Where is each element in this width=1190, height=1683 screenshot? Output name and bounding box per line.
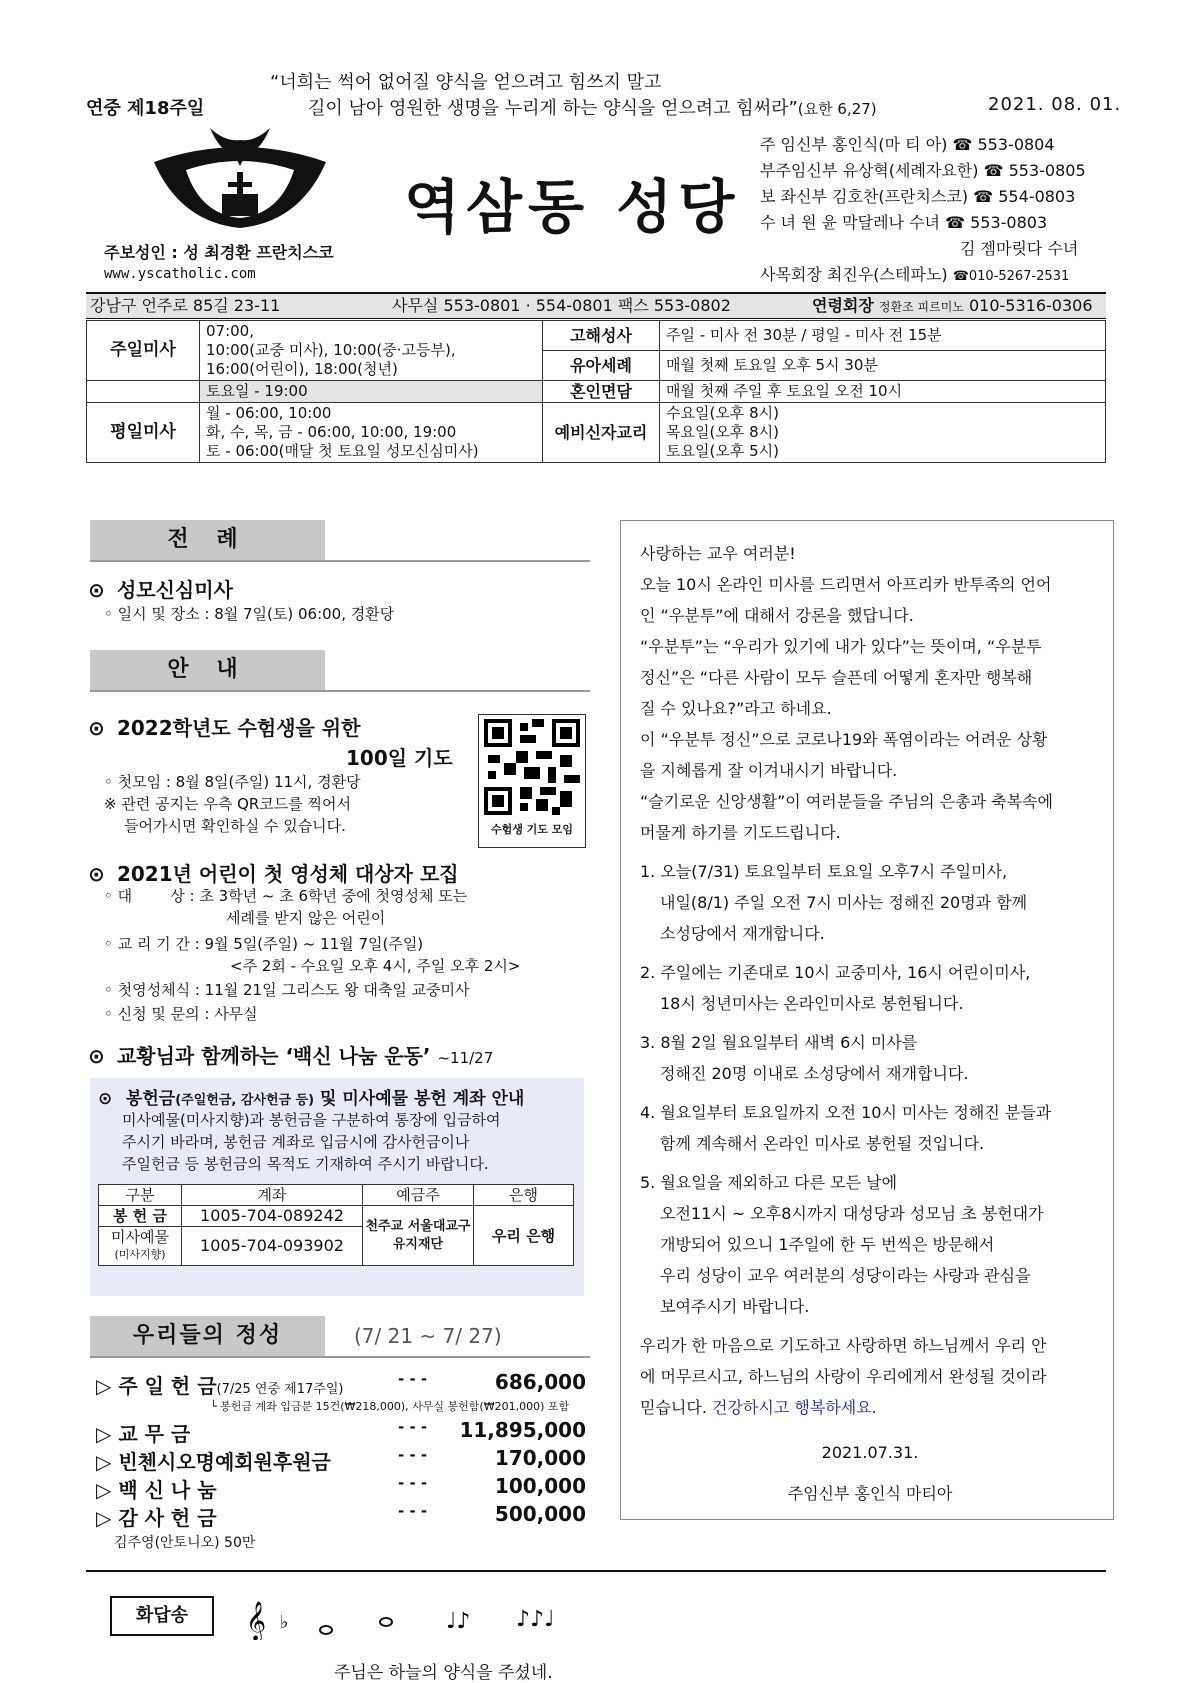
communion-detail-6: ◦ 신청 및 문의 : 사무실 bbox=[104, 1005, 258, 1023]
contributions-period: (7/ 21 ~ 7/ 27) bbox=[354, 1324, 502, 1348]
assoc-phone: 010-5316-0306 bbox=[968, 296, 1093, 315]
qr-caption: 수험생 기도 모임 bbox=[490, 823, 574, 836]
saturday-mass: 토요일 - 19:00 bbox=[200, 381, 543, 403]
col-header: 구분 bbox=[99, 1185, 182, 1206]
quote-reference: (요한 6,27) bbox=[797, 100, 877, 118]
bullet-icon: ⊙ bbox=[88, 716, 105, 740]
sunday-mass-label: 주일미사 bbox=[87, 321, 200, 381]
notice-header: 안 내 bbox=[90, 650, 325, 690]
quote-line-1: “너희는 썩어 없어질 양식을 얻으려고 힘쓰지 말고 bbox=[270, 72, 662, 93]
marriage-times: 매월 첫째 주일 후 토요일 오전 10시 bbox=[660, 381, 1106, 403]
church-name: 역삼동 성당 bbox=[404, 173, 741, 241]
staff-row: 부주임신부 유상혁(세례자요한) ☎ 553-0805 bbox=[760, 161, 1086, 180]
bullet-icon: ⊙ bbox=[88, 862, 105, 886]
week-label: 연중 제18주일 bbox=[86, 98, 205, 119]
staff-row: 주 임신부 홍인식(마 티 아) ☎ 553-0804 bbox=[760, 135, 1055, 154]
responsorial-psalm-label: 화답송 bbox=[110, 1596, 214, 1636]
offering-text-3: 주일헌금 등 봉헌금의 목적도 기재하여 주시기 바랍니다. bbox=[122, 1155, 489, 1173]
weekday-mass-times: 월 - 06:00, 10:00 화, 수, 목, 금 - 06:00, 10:00, 19:00 토 - 06:00(매달 첫 토요일 성모신심미사) bbox=[200, 403, 543, 463]
contribution-row: ▷ 주 일 헌 금(7/25 연중 제17주일) - - - 686,000 bbox=[96, 1370, 586, 1398]
exam-detail-2: ※ 관련 공지는 우측 QR코드를 찍어서 bbox=[104, 795, 352, 813]
music-notes-icon bbox=[246, 1600, 586, 1640]
psalm-lyric: 주님은 하늘의 양식을 주셨네. bbox=[334, 1663, 553, 1683]
bulletin-date: 2021. 08. 01. bbox=[988, 94, 1122, 115]
account-number[interactable]: 1005-704-093902 bbox=[182, 1227, 363, 1266]
bullet-icon: ⊙ bbox=[98, 1089, 113, 1109]
section-divider bbox=[90, 560, 590, 562]
assoc-label: 연령회장 bbox=[812, 296, 874, 315]
qr-code-box[interactable] bbox=[478, 714, 586, 848]
quote-line-2: 길이 남아 영원한 생명을 누리게 하는 양식을 얻으려고 힘써라” bbox=[308, 98, 798, 119]
contribution-row: ▷ 교 무 금 - - - 11,895,000 bbox=[96, 1418, 586, 1446]
communion-detail-3: ◦ 교 리 기 간 : 9월 5일(주일) ~ 11월 7일(주일) bbox=[104, 935, 424, 953]
contribution-row: ▷ 빈첸시오명예회원후원금 - - - 170,000 bbox=[96, 1446, 586, 1474]
col-header: 계좌 bbox=[182, 1185, 363, 1206]
confession-label: 고해성사 bbox=[543, 321, 660, 351]
communion-title: ⊙ 2021년 어린이 첫 영성체 대상자 모집 bbox=[88, 862, 459, 886]
svg-text:𝄞: 𝄞 bbox=[246, 1601, 267, 1640]
offering-text-2: 주시기 바라며, 봉헌금 계좌로 입금시에 감사헌금이나 bbox=[122, 1133, 470, 1151]
communion-detail-2: 세례를 받지 않은 어린이 bbox=[226, 909, 386, 927]
contributions-header: 우리들의 정성 bbox=[90, 1316, 325, 1356]
confession-times: 주일 - 미사 전 30분 / 평일 - 미사 전 15분 bbox=[660, 321, 1106, 351]
thanks-offering-note: 김주영(안토니오) 50만 bbox=[114, 1535, 256, 1551]
section-divider bbox=[90, 690, 590, 692]
marriage-label: 혼인면담 bbox=[543, 381, 660, 403]
svg-text:♭: ♭ bbox=[280, 1612, 289, 1633]
contribution-row: ▷ 백 신 나 눔 - - - 100,000 bbox=[96, 1474, 586, 1502]
staff-row: 보 좌신부 김호찬(프란치스코) ☎ 554-0803 bbox=[760, 187, 1076, 206]
col-header: 은행 bbox=[474, 1185, 574, 1206]
baptism-times: 매월 첫째 토요일 오후 5시 30분 bbox=[660, 351, 1106, 381]
staff-row: 사목회장 최진우(스테파노) ☎010-5267-2531 bbox=[760, 265, 1070, 284]
svg-text:♪♪♩: ♪♪♩ bbox=[516, 1607, 555, 1632]
svg-text:♩♪: ♩♪ bbox=[446, 1609, 471, 1634]
communion-detail-4: <주 2회 - 수요일 오후 4시, 주일 오후 2시> bbox=[230, 957, 521, 975]
offering-box-title: ⊙ 봉헌금(주일헌금, 감사헌금 등) 및 미사예물 봉헌 계좌 안내 bbox=[98, 1089, 525, 1109]
qr-code-icon bbox=[484, 719, 580, 815]
staff-row: 수 녀 원 윤 막달레나 수녀 ☎ 553-0803 bbox=[760, 213, 1048, 232]
col-header: 예금주 bbox=[363, 1185, 474, 1206]
office-phones: 사무실 553-0801 · 554-0801 팩스 553-0802 bbox=[392, 296, 731, 315]
account-table bbox=[98, 1184, 574, 1266]
liturgy-detail: ◦ 일시 및 장소 : 8월 7일(토) 06:00, 경환당 bbox=[104, 605, 395, 623]
mass-schedule-table bbox=[86, 320, 1106, 463]
staff-list bbox=[760, 132, 1086, 290]
church-logo-icon bbox=[150, 122, 330, 232]
account-number[interactable]: 1005-704-089242 bbox=[182, 1206, 363, 1227]
patron-saint: 주보성인 : 성 최경환 프란치스코 bbox=[104, 243, 334, 262]
sunday-offering-note: └ 봉헌금 계좌 입금분 15건(₩218,000), 사무실 봉헌함(₩201,000) 포함 bbox=[210, 1400, 570, 1413]
staff-row: 김 젬마릿다 수녀 bbox=[960, 239, 1079, 258]
weekday-mass-label: 평일미사 bbox=[87, 403, 200, 463]
letter-signature: 주임신부 홍인식 마티아 bbox=[787, 1484, 953, 1503]
exam-prayer-title-2: 100일 기도 bbox=[346, 746, 453, 770]
liturgy-header: 전 례 bbox=[90, 520, 325, 560]
pastor-letter: 사랑하는 교우 여러분! 오늘 10시 온라인 미사를 드리면서 아프리카 반투족의 언어 인 “우분투”에 대해서 강론을 했답니다. “우분투”는 “우리가 있기에 내가 있다”는 뜻이며, “우분투 정신”은 “다른 사람이 모두 슬픈데 어떻게 혼자만 행복해 질 수 있나요?”라고 하네요. 이 “우분투 정신”으로 코로나19와 폭염이라는 어려운 상황 을 지혜롭게 잘 이겨내시기 바랍니다. “슬기로운 신앙생활”이 여러분들을 주님의 은총과 축복속에 머물게 하기를 기도드립니다. 1. 오늘(7/31) 토요일부터 토요일 오후7시 주일미사, 내일(8/1) 주일 오전 7시 미사는 정해진 20명과 함께 소성당에서 재개합니다. 2. 주일에는 기존대로 10시 교중미사, 16시 어린이미사, 18시 청년미사는 온라인미사로 봉헌됩니다. 3. 8월 2일 월요일부터 새벽 6시 미사를 정해진 20명 이내로 소성당에서 재개합니다. 4. 월요일부터 토요일까지 오전 10시 미사는 정해진 분들과 함께 계속해서 온라인 미사로 봉헌될 것입니다. 5. 월요일을 제외하고 다른 모든 날에 오전11시 ~ 오후8시까지 대성당과 성모님 초 봉헌대가 개방되어 있으니 1주일에 한 두 번씩은 방문해서 우리 성당이 교우 여러분의 성당이라는 사랑과 관심을 보여주시기 바랍니다. 우리가 한 마음으로 기도하고 사랑하면 하느님께서 우리 안 에 머무르시고, 하느님의 사랑이 우리에게서 완성될 것이라 믿습니다. 건강하시고 행복하세요. 2021.07.31. 주임신부 홍인식 마티아 bbox=[640, 538, 1100, 1509]
address-bar bbox=[86, 292, 1106, 319]
letter-date: 2021.07.31. bbox=[821, 1443, 919, 1462]
assoc-name: 정환조 피르미노 bbox=[878, 300, 964, 314]
section-divider bbox=[90, 1356, 590, 1358]
row-label: 봉 헌 금 bbox=[99, 1206, 182, 1227]
scripture-quote bbox=[270, 70, 877, 122]
row-label: 미사예물 (미사지향) bbox=[99, 1227, 182, 1266]
liturgy-item: ⊙ 성모신심미사 bbox=[88, 578, 233, 602]
bullet-icon: ⊙ bbox=[88, 578, 105, 602]
exam-prayer-title: ⊙ 2022학년도 수험생을 위한 bbox=[88, 716, 361, 740]
footer-divider bbox=[86, 1570, 1106, 1572]
baptism-label: 유아세례 bbox=[543, 351, 660, 381]
contribution-row: ▷ 감 사 헌 금 - - - 500,000 bbox=[96, 1502, 586, 1530]
exam-detail-3: 들어가시면 확인하실 수 있습니다. bbox=[124, 817, 346, 835]
church-address: 강남구 언주로 85길 23-11 bbox=[90, 296, 281, 315]
communion-detail-5: ◦ 첫영성체식 : 11월 21일 그리스도 왕 대축일 교중미사 bbox=[104, 981, 470, 999]
bullet-icon: ⊙ bbox=[88, 1044, 105, 1068]
exam-detail-1: ◦ 첫모임 : 8월 8일(주일) 11시, 경환당 bbox=[104, 773, 361, 791]
catechumen-label: 예비신자교리 bbox=[543, 403, 660, 463]
sunday-mass-times: 07:00, 10:00(교중 미사), 10:00(중·고등부), 16:00(어린이), 18:00(청년) bbox=[200, 321, 543, 381]
blessing-text: 건강하시고 행복하세요. bbox=[712, 1398, 877, 1417]
catechumen-times: 수요일(오후 8시) 목요일(오후 8시) 토요일(오후 5시) bbox=[660, 403, 1106, 463]
offering-text-1: 미사예물(미사지향)과 봉헌금을 구분하여 통장에 입금하여 bbox=[122, 1111, 501, 1129]
bank-name: 우리 은행 bbox=[474, 1206, 574, 1266]
website-link[interactable]: www.yscatholic.com bbox=[104, 266, 256, 282]
account-holder: 천주교 서울대교구 유지재단 bbox=[363, 1206, 474, 1266]
communion-detail-1: ◦ 대 상 : 초 3학년 ~ 초 6학년 중에 첫영성체 또는 bbox=[104, 887, 468, 905]
vaccine-title: ⊙ 교황님과 함께하는 ‘백신 나눔 운동’ ~11/27 bbox=[88, 1044, 494, 1068]
